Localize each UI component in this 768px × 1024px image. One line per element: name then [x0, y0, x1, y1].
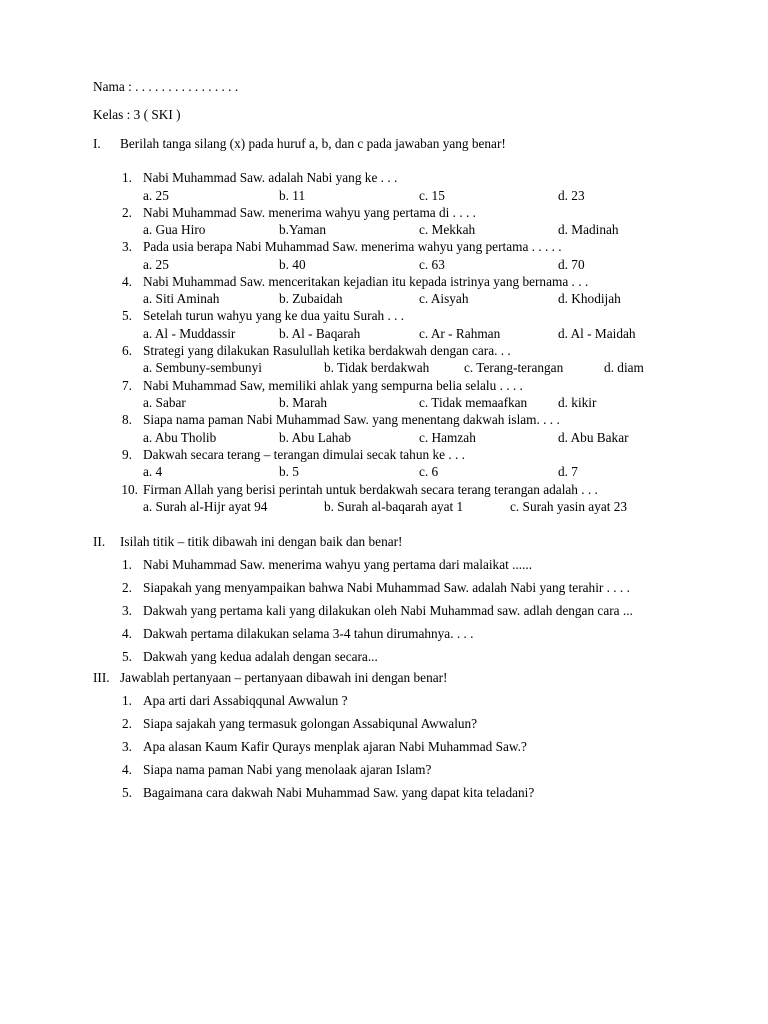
question-number: 5.	[122, 785, 132, 800]
section-2-numeral: II.	[93, 534, 106, 549]
option-c: c. Terang-terangan	[464, 360, 564, 375]
question-text: Dakwah pertama dilakukan selama 3-4 tahun dirumahnya. . . .	[143, 626, 474, 641]
section-1-numeral: I.	[93, 136, 101, 151]
question-number: 6.	[122, 343, 132, 358]
option-a: a. Gua Hiro	[143, 222, 206, 237]
option-d: d. kikir	[558, 395, 597, 410]
option-b: b. Surah al-baqarah ayat 1	[324, 499, 464, 514]
section-1-instruction: Berilah tanga silang (x) pada huruf a, b, dan c pada jawaban yang benar!	[120, 136, 506, 151]
option-b: b. 11	[279, 188, 306, 203]
question-text: Nabi Muhammad Saw. menceritakan kejadian itu kepada istrinya yang bernama . . .	[143, 274, 589, 289]
question-text: Nabi Muhammad Saw. menerima wahyu yang pertama dari malaikat ......	[143, 557, 533, 572]
option-a: a. 25	[143, 188, 169, 203]
option-c: c. Mekkah	[419, 222, 476, 237]
option-a: a. Siti Aminah	[143, 291, 220, 306]
option-d: d. Abu Bakar	[558, 430, 629, 445]
question-number: 2.	[122, 580, 132, 595]
option-b: b. Abu Lahab	[279, 430, 352, 445]
option-d: d. 70	[558, 257, 585, 272]
question-text: Dakwah yang pertama kali yang dilakukan oleh Nabi Muhammad saw. adlah dengan cara ...	[143, 603, 633, 618]
option-b: b.Yaman	[279, 222, 327, 237]
question-text: Siapa nama paman Nabi yang menolaak ajaran Islam?	[143, 762, 432, 777]
question-number: 5.	[122, 308, 132, 323]
option-d: d. Madinah	[558, 222, 619, 237]
question-text: Siapa nama paman Nabi Muhammad Saw. yang menentang dakwah islam. . . .	[143, 412, 560, 427]
question-text: Strategi yang dilakukan Rasulullah ketika berdakwah dengan cara. . .	[143, 343, 511, 358]
section-2-instruction: Isilah titik – titik dibawah ini dengan baik dan benar!	[120, 534, 403, 549]
question-number: 8.	[122, 412, 132, 427]
option-c: c. 6	[419, 464, 439, 479]
question-text: Apa arti dari Assabiqqunal Awwalun ?	[143, 693, 348, 708]
option-b: b. 5	[279, 464, 299, 479]
option-a: a. Abu Tholib	[143, 430, 217, 445]
question-number: 2.	[122, 716, 132, 731]
option-c: c. 15	[419, 188, 445, 203]
option-c: c. 63	[419, 257, 445, 272]
option-d: d. diam	[604, 360, 644, 375]
option-d: d. 23	[558, 188, 585, 203]
option-b: b. Zubaidah	[279, 291, 343, 306]
question-number: 2.	[122, 205, 132, 220]
question-number: 7.	[122, 378, 132, 393]
option-c: c. Aisyah	[419, 291, 469, 306]
question-number: 5.	[122, 649, 132, 664]
question-number: 1.	[122, 693, 132, 708]
option-c: c. Tidak memaafkan	[419, 395, 528, 410]
question-text: Bagaimana cara dakwah Nabi Muhammad Saw. yang dapat kita teladani?	[143, 785, 535, 800]
section-3-numeral: III.	[93, 670, 110, 685]
section-3-instruction: Jawablah pertanyaan – pertanyaan dibawah ini dengan benar!	[120, 670, 448, 685]
option-d: d. Khodijah	[558, 291, 621, 306]
option-a: a. Al - Muddassir	[143, 326, 236, 341]
question-number: 1.	[122, 170, 132, 185]
question-text: Nabi Muhammad Saw, memiliki ahlak yang sempurna belia selalu . . . .	[143, 378, 523, 393]
question-number: 4.	[122, 626, 132, 641]
option-a: a. Surah al-Hijr ayat 94	[143, 499, 268, 514]
question-number: 3.	[122, 603, 132, 618]
question-text: Pada usia berapa Nabi Muhammad Saw. menerima wahyu yang pertama . . . . .	[143, 239, 562, 254]
question-text: Apa alasan Kaum Kafir Qurays menplak ajaran Nabi Muhammad Saw.?	[143, 739, 527, 754]
option-a: a. Sembuny-sembunyi	[143, 360, 262, 375]
question-number: 1.	[122, 557, 132, 572]
question-text: Firman Allah yang berisi perintah untuk berdakwah secara terang terangan adalah . . .	[143, 482, 598, 497]
option-d: d. Al - Maidah	[558, 326, 636, 341]
question-text: Nabi Muhammad Saw. menerima wahyu yang pertama di . . . .	[143, 205, 476, 220]
question-text: Siapakah yang menyampaikan bahwa Nabi Muhammad Saw. adalah Nabi yang terahir . . . .	[143, 580, 630, 595]
name-field-line: Nama : . . . . . . . . . . . . . . . .	[93, 79, 239, 94]
option-a: a. 25	[143, 257, 169, 272]
question-text: Setelah turun wahyu yang ke dua yaitu Surah . . .	[143, 308, 405, 323]
option-b: b. Tidak berdakwah	[324, 360, 430, 375]
question-text: Siapa sajakah yang termasuk golongan Assabiqunal Awwalun?	[143, 716, 478, 731]
question-number: 4.	[122, 762, 132, 777]
option-c: c. Hamzah	[419, 430, 476, 445]
question-number: 3.	[122, 239, 132, 254]
question-text: Dakwah secara terang – terangan dimulai secak tahun ke . . .	[143, 447, 465, 462]
option-a: a. Sabar	[143, 395, 186, 410]
class-field-line: Kelas : 3 ( SKI )	[93, 107, 181, 122]
option-a: a. 4	[143, 464, 163, 479]
option-b: b. Marah	[279, 395, 327, 410]
question-number: 9.	[122, 447, 132, 462]
option-d: d. 7	[558, 464, 578, 479]
question-text: Nabi Muhammad Saw. adalah Nabi yang ke . . .	[143, 170, 398, 185]
option-b: b. 40	[279, 257, 306, 272]
question-number: 10.	[121, 482, 138, 497]
question-number: 3.	[122, 739, 132, 754]
option-c: c. Surah yasin ayat 23	[510, 499, 628, 514]
question-text: Dakwah yang kedua adalah dengan secara...	[143, 649, 378, 664]
option-b: b. Al - Baqarah	[279, 326, 361, 341]
option-c: c. Ar - Rahman	[419, 326, 501, 341]
question-number: 4.	[122, 274, 132, 289]
